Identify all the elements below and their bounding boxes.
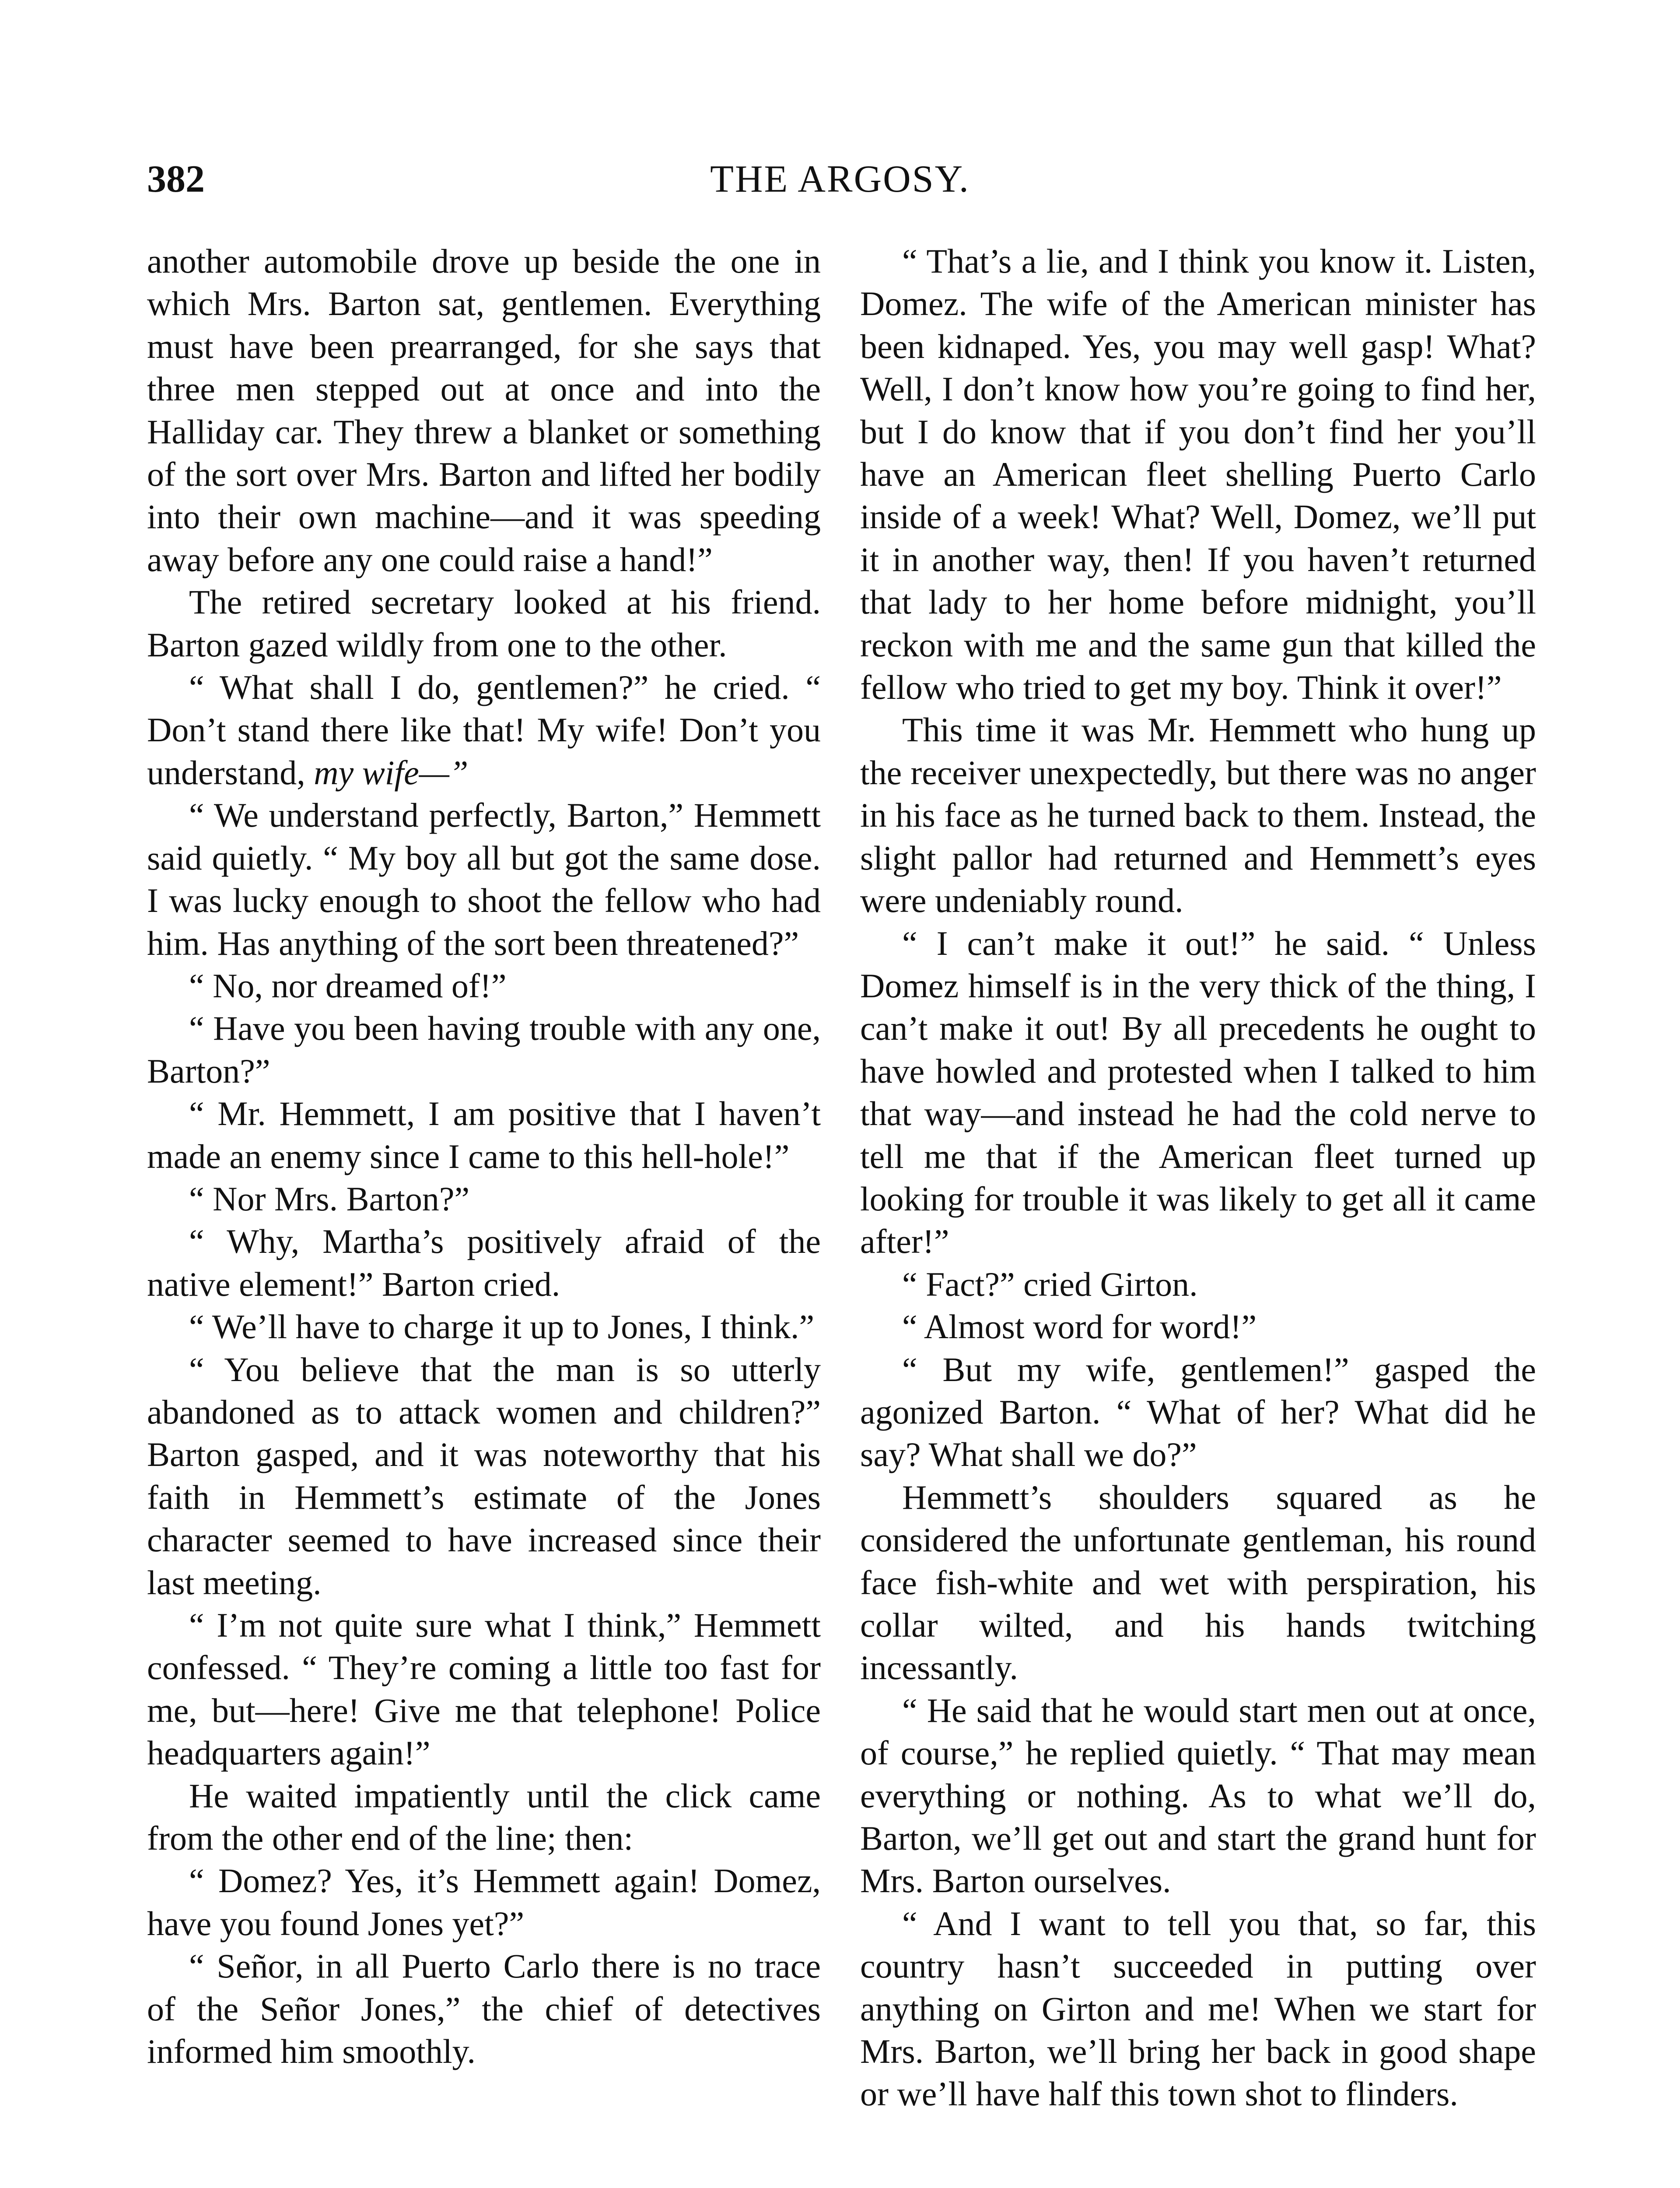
- paragraph: “ That’s a lie, and I think you know it. Listen, Domez. The wife of the American minister has been kidnaped. Yes, you may well gasp! What? Well, I don’t know how you’re going to find her, but I do know that if you don’t find her you’ll have an American fleet shelling Puerto Carlo inside of a week! What? Well, Domez, we’ll put it in another way, then! If you haven’t returned that lady to her home before midnight, you’ll reckon with me and the same gun that killed the fellow who tried to get my boy. Think it over!”: [860, 242, 1536, 707]
- right-column: [860, 240, 1536, 2115]
- page-number: 382: [147, 158, 205, 200]
- left-column: [147, 240, 821, 2072]
- page-header: [147, 153, 1533, 206]
- paragraph: “ Nor Mrs. Barton?”: [189, 1179, 470, 1218]
- paragraph: “ Why, Martha’s positively afraid of the native element!” Barton cried.: [147, 1222, 821, 1303]
- paragraph: “ We understand perfectly, Barton,” Hemmett said quietly. “ My boy all but got the same dose. I was lucky enough to shoot the fellow who had him. Has anything of the sort been threatened?”: [147, 796, 821, 962]
- paragraph: “ I’m not quite sure what I think,” Hemmett confessed. “ They’re coming a little too fast for me, but—here! Give me that telephone! Police headquarters again!”: [147, 1606, 821, 1772]
- paragraph: “ No, nor dreamed of!”: [189, 966, 507, 1005]
- paragraph: “ Señor, in all Puerto Carlo there is no trace of the Señor Jones,” the chief of detectives informed him smoothly.: [147, 1947, 821, 2071]
- paragraph: Hemmett’s shoulders squared as he considered the unfortunate gentleman, his round face fish-white and wet with perspiration, his collar wilted, and his hands twitching incessantly.: [860, 1478, 1536, 1687]
- paragraph: This time it was Mr. Hemmett who hung up the receiver unexpectedly, but there was no anger in his face as he turned back to them. Instead, the slight pallor had returned and Hemmett’s eyes were undeniably round.: [860, 711, 1536, 920]
- paragraph: “ Have you been having trouble with any one, Barton?”: [147, 1009, 821, 1090]
- paragraph: “ Almost word for word!”: [902, 1308, 1257, 1346]
- paragraph: “ But my wife, gentlemen!” gasped the agonized Barton. “ What of her? What did he say? What shall we do?”: [860, 1350, 1536, 1474]
- paragraph: “ You believe that the man is so utterly abandoned as to attack women and children?” Barton gasped, and it was noteworthy that his faith in Hemmett’s estimate of the Jones character seemed to have increased since their last meeting.: [147, 1350, 821, 1602]
- paragraph: “ Fact?” cried Girton.: [902, 1265, 1198, 1303]
- paragraph-text: “ What shall I do, gentlemen?” he cried. “ Don’t stand there like that! My wife! Don’t you understand,: [147, 668, 821, 792]
- running-head: THE ARGOSY.: [710, 158, 970, 200]
- paragraph: another automobile drove up beside the one in which Mrs. Barton sat, gentlemen. Everything must have been prearranged, for she says that three men stepped out at once and into the Halliday car. They threw a blanket or something of the sort over Mrs. Barton and lifted her bodily into their own machine—and it was speeding away before any one could raise a hand!”: [147, 242, 821, 579]
- paragraph: “ I can’t make it out!” he said. “ Unless Domez himself is in the very thick of the thing, I can’t make it out! By all precedents he ought to have howled and protested when I talked to him that way—and instead he had the cold nerve to tell me that if the American fleet turned up looking for trouble it was likely to get all it came after!”: [860, 924, 1536, 1261]
- paragraph: “ We’ll have to charge it up to Jones, I think.”: [189, 1308, 815, 1346]
- paragraph: [147, 666, 821, 794]
- paragraph: “ Domez? Yes, it’s Hemmett again! Domez, have you found Jones yet?”: [147, 1862, 821, 1943]
- paragraph: He waited impatiently until the click came from the other end of the line; then:: [147, 1776, 821, 1858]
- paragraph: The retired secretary looked at his friend. Barton gazed wildly from one to the other.: [147, 583, 821, 664]
- italic-text: my wife—”: [314, 753, 469, 792]
- paragraph: “ And I want to tell you that, so far, this country hasn’t succeeded in putting over anything on Girton and me! When we start for Mrs. Barton, we’ll bring her back in good shape or we’ll have half this town shot to flinders.: [860, 1904, 1536, 2113]
- paragraph: “ He said that he would start men out at once, of course,” he replied quietly. “ That may mean everything or nothing. As to what we’ll do, Barton, we’ll get out and start the grand hunt for Mrs. Barton ourselves.: [860, 1691, 1536, 1900]
- paragraph: “ Mr. Hemmett, I am positive that I haven’t made an enemy since I came to this hell-hole!”: [147, 1094, 821, 1175]
